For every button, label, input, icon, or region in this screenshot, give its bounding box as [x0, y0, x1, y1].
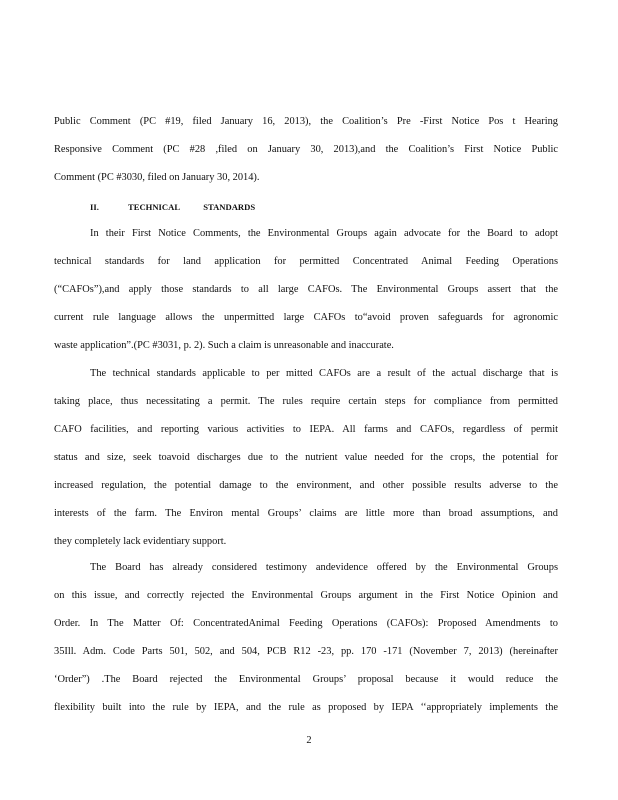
page-number: 2: [306, 735, 312, 746]
paragraph-3-line-1: The Board has already considered testimony andevidence offered by the Environmental Groups: [90, 562, 558, 573]
paragraph-2-line-6: interests of the farm. The Environ mental Groups’ claims are little more than broad assumptions, and: [54, 508, 558, 519]
paragraph-1-line-4: current rule language allows the unpermitted large CAFOs to“avoid proven safeguards for agronomic: [54, 312, 558, 323]
paragraph-2-line-7: they completely lack evidentiary support.: [54, 536, 227, 547]
paragraph-2-line-3: CAFO facilities, and reporting various activities to IEPA. All farms and CAFOs, regardless of permit: [54, 424, 558, 435]
paragraph-3-line-2: on this issue, and correctly rejected the Environmental Groups argument in the First Notice Opinion and: [54, 590, 558, 601]
intro-line-3: Comment (PC #3030, filed on January 30, 2014).: [54, 172, 260, 183]
paragraph-2-line-4: status and size, seek toavoid discharges due to the nutrient value needed for the crops, the potential for: [54, 452, 558, 463]
paragraph-1-line-3: (“CAFOs”),and apply those standards to all large CAFOs. The Environmental Groups assert that the: [54, 284, 558, 295]
paragraph-2-line-2: taking place, thus necessitating a permit. The rules require certain steps for compliance from permitted: [54, 396, 558, 407]
paragraph-3-line-3: Order. In The Matter Of: ConcentratedAnimal Feeding Operations (CAFOs): Proposed Amendments to: [54, 618, 558, 629]
intro-line-2: Responsive Comment (PC #28 ,filed on January 30, 2013),and the Coalition’s First Notice Public: [54, 144, 558, 155]
paragraph-1-line-1: In their First Notice Comments, the Environmental Groups again advocate for the Board to adopt: [90, 228, 558, 239]
paragraph-3-line-6: flexibility built into the rule by IEPA, and the rule as proposed by IEPA ‘‘appropriately implements the: [54, 702, 558, 713]
paragraph-1-line-5: waste application”.(PC #3031, p. 2). Such a claim is unreasonable and inaccurate.: [54, 340, 394, 351]
section-heading: [90, 201, 255, 213]
paragraph-3-line-5: ‘Order”) .The Board rejected the Environmental Groups’ proposal because it would reduce the: [54, 674, 558, 685]
paragraph-1-line-2: technical standards for land application for permitted Concentrated Animal Feeding Operations: [54, 256, 558, 267]
paragraph-3-line-4: 35Ill. Adm. Code Parts 501, 502, and 504, PCB R12 -23, pp. 170 -171 (November 7, 2013) (hereinafter: [54, 646, 558, 657]
paragraph-2-line-5: increased regulation, the potential damage to the environment, and other possible results adverse to the: [54, 480, 558, 491]
paragraph-2-line-1: The technical standards applicable to per mitted CAFOs are a result of the actual discharge that is: [90, 368, 558, 379]
section-title: TECHNICAL STANDARDS: [128, 202, 256, 212]
intro-line-1: Public Comment (PC #19, filed January 16, 2013), the Coalition’s Pre -First Notice Pos t Hearing: [54, 116, 558, 127]
section-number: II.: [90, 202, 99, 212]
